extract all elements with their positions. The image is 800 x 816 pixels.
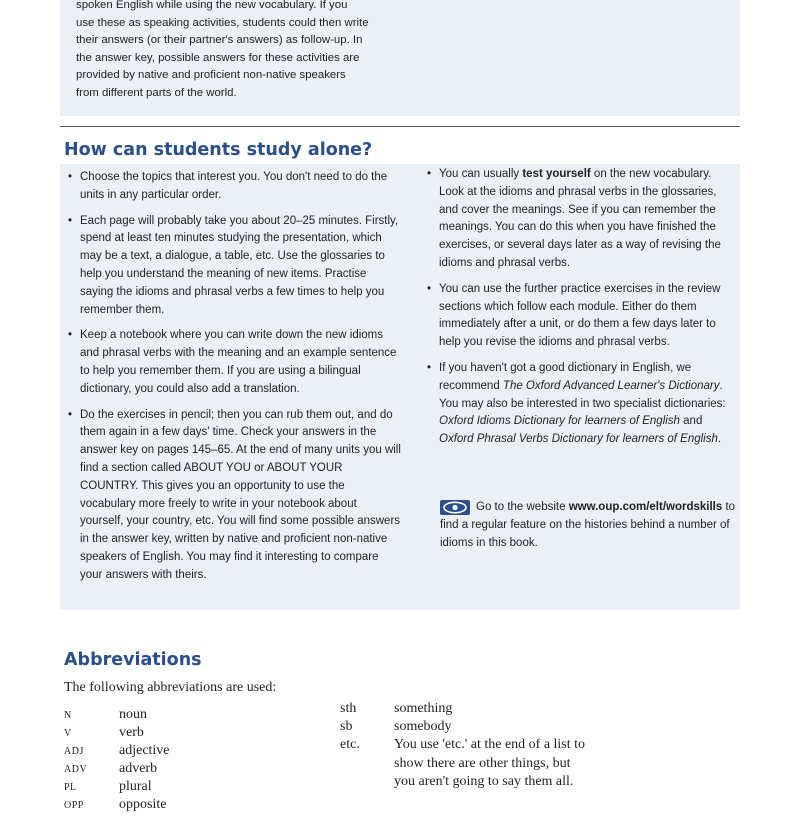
website-link[interactable]: www.oup.com/elt/wordskills bbox=[568, 501, 723, 513]
abbreviation: ADV bbox=[64, 764, 88, 775]
abbreviation-meaning: plural bbox=[119, 779, 152, 794]
abbreviation-meaning: verb bbox=[119, 725, 144, 740]
abbreviation-meaning: somebody bbox=[394, 719, 452, 734]
abbreviations-title: Abbreviations bbox=[64, 650, 202, 670]
abbreviation: sth bbox=[340, 701, 357, 716]
study-tip: • Keep a notebook where you can write down the new idioms and phrasal verbs with the meaning and an example sentence to help you remember them. If you are using a bilingual dictionary, you could also add a translation. bbox=[66, 327, 402, 398]
dictionary-title: Oxford Phrasal Verbs Dictionary for learners of English bbox=[439, 433, 718, 446]
abbreviations-intro: The following abbreviations are used: bbox=[64, 680, 277, 695]
abbreviation: ADJ bbox=[64, 746, 84, 757]
study-tips-right bbox=[425, 166, 737, 457]
abbreviation: PL bbox=[64, 782, 77, 793]
study-tip: • If you haven't got a good dictionary in English, we recommend The Oxford Advanced Learner's Dictionary. You may also be interested in two specialist dictionaries: Oxford Idioms Dictionary for learners of English and Oxford Phrasal Verbs Dictionary for learners of English. bbox=[425, 360, 737, 449]
study-tip: • You can usually test yourself on the new vocabulary. Look at the idioms and phrasal verbs in the glossaries, and cover the meanings. See if you can remember the meanings. You can do this when you have finished the exercises, or several days later as a way of revising the idioms and phrasal verbs. bbox=[425, 166, 737, 273]
abbreviation-meaning: noun bbox=[119, 707, 147, 722]
abbreviation: etc. bbox=[340, 737, 360, 752]
study-tip: • Choose the topics that interest you. You don't need to do the units in any particular order. bbox=[66, 169, 402, 205]
test-yourself-emphasis: test yourself bbox=[522, 168, 591, 180]
study-section-title: How can students study alone? bbox=[64, 140, 373, 160]
abbreviation-meaning: You use 'etc.' at the end of a list to show there are other things, but you aren't going to say them all. bbox=[394, 737, 586, 789]
abbreviation-meaning: adjective bbox=[119, 743, 170, 758]
website-note: Go to the website www.oup.com/elt/wordskills to find a regular feature on the histories behind a number of idioms in this book. bbox=[440, 501, 736, 549]
abbreviation-meaning: adverb bbox=[119, 761, 158, 776]
intro-text: spoken English while using the new vocabulary. If you use these as speaking activities, students could then write their answers (or their partner's answers) as follow-up. In the answer key, possible answers for these activities are provided by native and proficient non-native speakers from different parts of the world. bbox=[76, 0, 369, 99]
dictionary-title: Oxford Idioms Dictionary for learners of English bbox=[439, 415, 680, 428]
abbreviation: OPP bbox=[64, 800, 84, 811]
study-tip: • You can use the further practice exercises in the review sections which follow each module. Either do them immediately after a unit, or do them a few days later to help you revise the idioms and phrasal verbs. bbox=[425, 281, 737, 352]
study-tip: • Each page will probably take you about 20–25 minutes. Firstly, spend at least ten minutes studying the presentation, which may be a text, a dialogue, a table, etc. Use the glossaries to help you understand the meaning of new items. Practise saying the idioms and phrasal verbs a few times to help you remember them. bbox=[66, 213, 402, 320]
dictionary-title: The Oxford Advanced Learner's Dictionary bbox=[502, 379, 720, 392]
abbreviation-meaning: opposite bbox=[119, 797, 167, 812]
study-tips-left bbox=[66, 169, 402, 593]
study-tip: • Do the exercises in pencil; then you can rub them out, and do them again in a few days' time. Check your answers in the answer key on pages 145–65. At the end of many units you will find a section called ABOUT YOU or ABOUT YOUR COUNTRY. This gives you an opportunity to use the vocabulary more freely to write in your notebook about yourself, your country, etc. You will find some possible answers in the answer key, written by native and proficient non-native speakers of English. You may find it interesting to compare your answers with theirs. bbox=[66, 407, 402, 585]
abbreviation-meaning: something bbox=[394, 701, 453, 716]
section-divider bbox=[60, 126, 740, 127]
abbreviation: sb bbox=[340, 719, 353, 734]
abbreviation: N bbox=[64, 710, 72, 721]
abbreviation: V bbox=[64, 728, 72, 739]
